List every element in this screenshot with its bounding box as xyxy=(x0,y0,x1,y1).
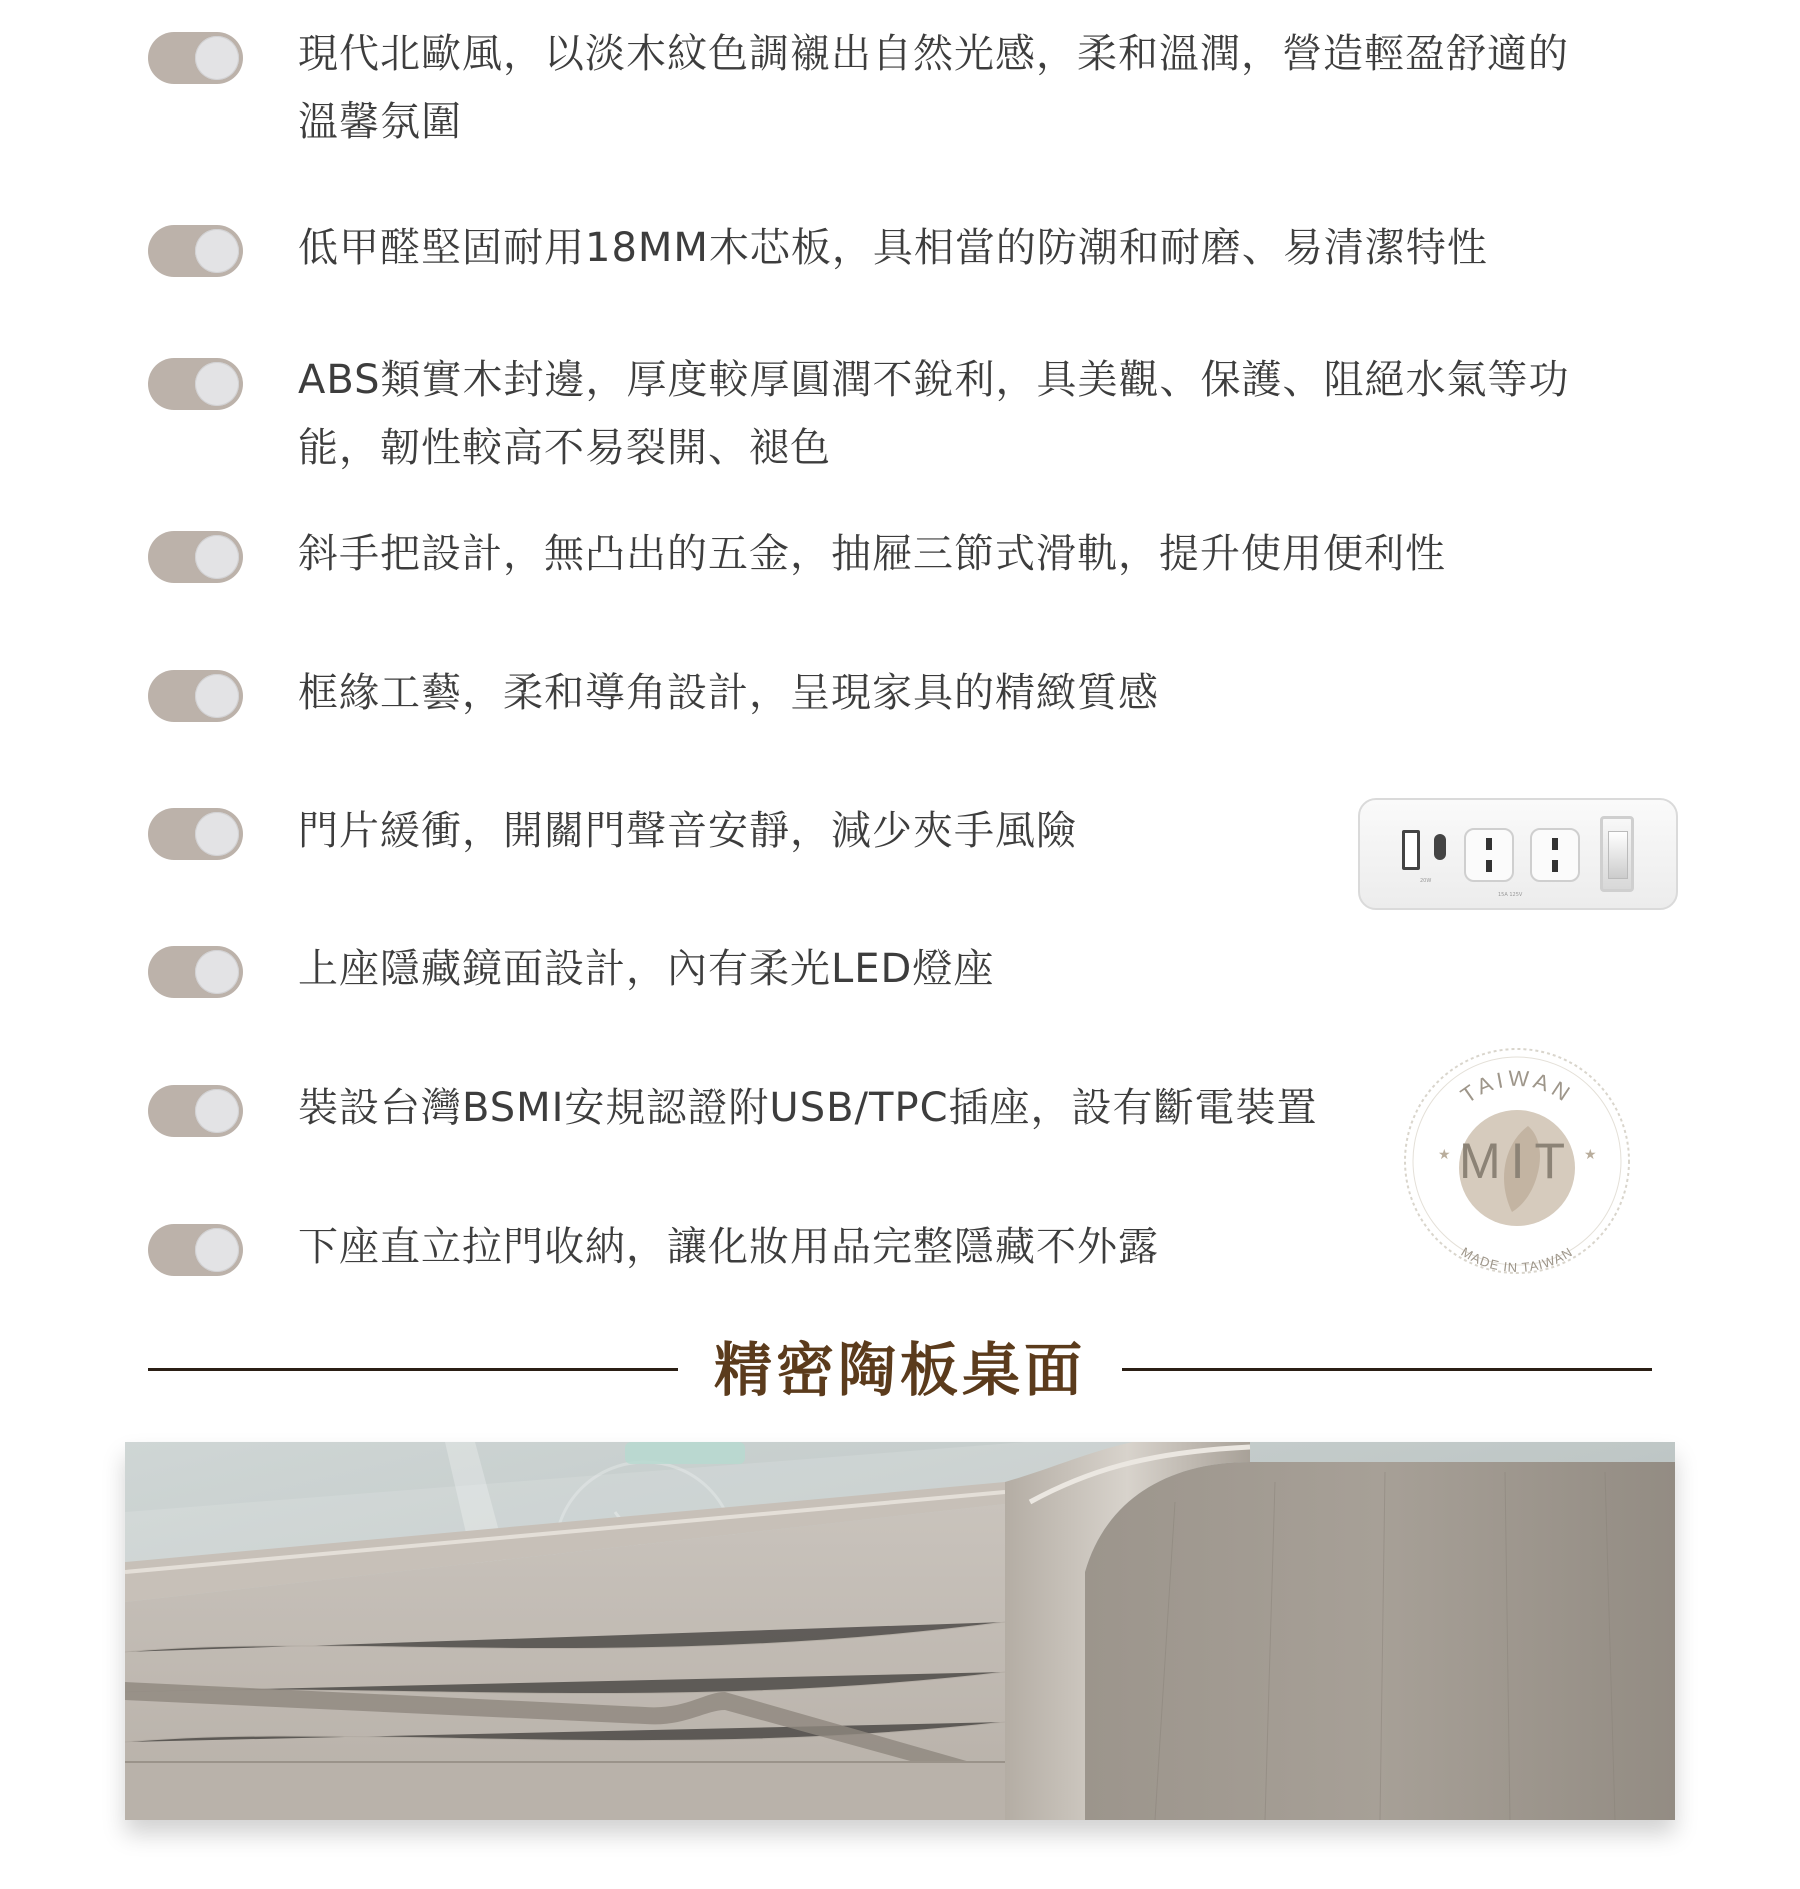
socket-icon xyxy=(1464,828,1514,882)
feature-text: 下座直立拉門收納，讓化妝用品完整隱藏不外露 xyxy=(298,1224,1159,1270)
mit-seal-icon xyxy=(1400,1044,1634,1278)
toggle-switch-icon xyxy=(148,946,243,998)
usb-a-port-icon xyxy=(1402,830,1420,870)
seal-top-text: TAIWAN xyxy=(1456,1065,1578,1109)
feature-text: 門片緩衝，開關門聲音安靜，減少夾手風險 xyxy=(298,808,1077,854)
toggle-switch-icon xyxy=(148,1085,243,1137)
divider-right xyxy=(1122,1368,1652,1371)
feature-text: 斜手把設計，無凸出的五金，抽屜三節式滑軌，提升使用便利性 xyxy=(298,531,1446,577)
svg-text:★: ★ xyxy=(1584,1147,1597,1163)
seal-bottom-text: MADE IN TAIWAN xyxy=(1458,1244,1576,1276)
toggle-switch-icon xyxy=(148,670,243,722)
toggle-switch-icon xyxy=(148,531,243,583)
section-heading: 精密陶板桌面 xyxy=(713,1336,1086,1404)
socket-icon xyxy=(1530,828,1580,882)
svg-text:★: ★ xyxy=(1438,1147,1451,1163)
power-switch-icon xyxy=(1600,816,1634,892)
feature-text: 框緣工藝，柔和導角設計，呈現家具的精緻質感 xyxy=(298,670,1159,716)
feature-text: 現代北歐風，以淡木紋色調襯出自然光感，柔和溫潤，營造輕盈舒適的 溫馨氛圍 xyxy=(298,31,1569,145)
toggle-switch-icon xyxy=(148,808,243,860)
feature-text: ABS類實木封邊，厚度較厚圓潤不銳利，具美觀、保護、阻絕水氣等功 能，韌性較高不易裂開、褪色 xyxy=(298,357,1570,471)
toggle-switch-icon xyxy=(148,32,243,84)
usb-c-port-icon xyxy=(1434,834,1446,860)
divider-left xyxy=(148,1368,678,1371)
power-outlet-icon xyxy=(1358,798,1678,910)
product-photo xyxy=(125,1442,1675,1820)
feature-text: 上座隱藏鏡面設計，內有柔光LED燈座 xyxy=(298,946,995,992)
toggle-switch-icon xyxy=(148,358,243,410)
feature-text: 低甲醛堅固耐用18MM木芯板，具相當的防潮和耐磨、易清潔特性 xyxy=(298,225,1488,271)
seal-center-text: MIT xyxy=(1458,1133,1576,1189)
toggle-switch-icon xyxy=(148,1224,243,1276)
socket-label: 15A 125V xyxy=(1498,892,1523,898)
usb-label: 20W xyxy=(1420,878,1432,884)
feature-text: 裝設台灣BSMI安規認證附USB/TPC插座，設有斷電裝置 xyxy=(298,1085,1318,1131)
toggle-switch-icon xyxy=(148,225,243,277)
